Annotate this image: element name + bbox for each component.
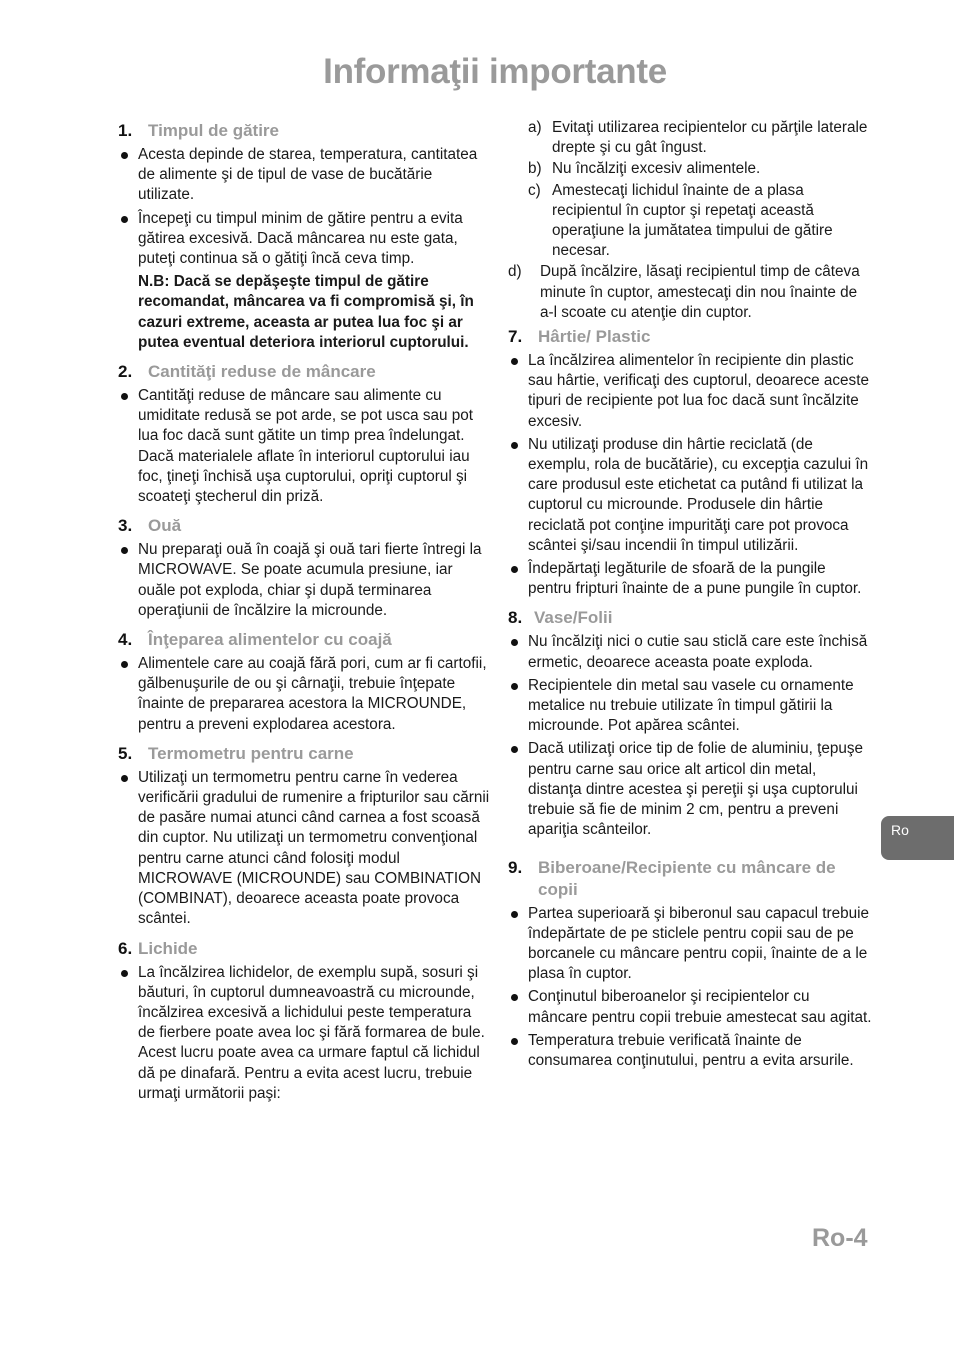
bullet-item: Conţinutul biberoanelor şi recipientelor cu mâncare pentru copii trebuie amestecat sau agitat. bbox=[508, 987, 872, 1027]
step-letter: b) bbox=[528, 160, 542, 178]
section-meat-thermometer bbox=[118, 743, 490, 930]
section-number: 3. bbox=[118, 516, 133, 536]
section-liquids bbox=[118, 938, 490, 1104]
step-letter: a) bbox=[528, 119, 542, 136]
section-number: 6. bbox=[118, 938, 133, 958]
section-eggs bbox=[118, 515, 490, 621]
bullet-list bbox=[118, 963, 490, 1104]
bullet-item: Nu utilizaţi produse din hârtie reciclată (de exemplu, rola de bucătărie), cu excepţia cazului în care produsul este etichetat ca putând fi utilizat la cuptorul cu microunde. Produsele din hârtie reciclată pot conţine impurităţi care pot provoca scântei şi/sau incendii în timpul utilizării. bbox=[508, 435, 872, 556]
section-heading bbox=[118, 629, 490, 651]
step-item bbox=[508, 118, 872, 158]
bullet-item: Nu preparaţi ouă în coajă şi ouă tari fierte întregi la MICROWAVE. Se poate acumula presiune, iar ouăle pot exploda, chiar şi după terminarea operaţiunii de încălzire la microunde. bbox=[118, 540, 490, 621]
bullet-list bbox=[118, 145, 490, 269]
bullet-item: La încălzirea lichidelor, de exemplu supă, sosuri şi băuturi, în cuptorul dumneavoastră cu microunde, încălzirea excesivă a lichidului peste temperatura de fierbere poate avea loc şi fără formarea de bule. Acest lucru poate avea ca urmare faptul că lichidul dă pe dinafară. Pentru a evita acest lucru, trebuie urmaţi următorii paşi: bbox=[118, 963, 490, 1104]
liquid-steps-list bbox=[508, 118, 872, 323]
section-heading bbox=[118, 120, 490, 142]
section-number: 8. bbox=[508, 608, 523, 628]
step-item bbox=[508, 159, 872, 179]
section-piercing bbox=[118, 629, 490, 735]
section-small-quantities bbox=[118, 361, 490, 507]
section-containers-foils bbox=[508, 607, 872, 840]
bullet-item: La încălzirea alimentelor în recipiente din plastic sau hârtie, verificaţi des cuptorul, deoarece aceste tipuri de recipiente pot lua foc dacă sunt încălzite excesiv. bbox=[508, 351, 872, 432]
section-title: Biberoane/Recipiente cu mâncare de copii bbox=[538, 857, 836, 899]
section-title: Timpul de gătire bbox=[148, 121, 279, 140]
section-number: 7. bbox=[508, 327, 523, 347]
step-item bbox=[508, 181, 872, 262]
step-letter: d) bbox=[508, 263, 522, 281]
section-number: 1. bbox=[118, 121, 133, 140]
bullet-item: Dacă utilizaţi orice tip de folie de aluminiu, ţepuşe pentru carne sau orice alt articol din metal, distanţa dintre acestea şi pereţii şi uşa cuptorului trebuie să fie de minim 2 cm, pentru a preveni apariţia scânteilor. bbox=[508, 739, 872, 840]
section-heading bbox=[118, 361, 490, 383]
section-title: Cantităţi reduse de mâncare bbox=[148, 362, 376, 382]
bullet-item: Recipientele din metal sau vasele cu ornamente metalice nu trebuie utilizate în timpul gătirii la microunde. Pot apărea scântei. bbox=[508, 676, 872, 737]
bullet-item: Începeţi cu timpul minim de gătire pentru a evita gătirea excesivă. Dacă mâncarea nu este gata, puteţi continua să o gătiţi încă ceva timp. bbox=[118, 209, 490, 270]
bullet-list bbox=[118, 768, 490, 930]
section-number: 5. bbox=[118, 743, 133, 763]
section-cooking-time bbox=[118, 120, 490, 353]
warning-note: N.B: Dacă se depăşeşte timpul de gătire recomandat, mâncarea va fi compromisă şi, în cazuri extreme, aceasta ar putea lua foc şi ar putea eventual deteriora interiorul cuptorului. bbox=[138, 273, 474, 351]
section-baby-bottles bbox=[508, 857, 872, 1072]
bullet-list bbox=[508, 351, 872, 599]
right-column bbox=[508, 118, 872, 1079]
section-number: 2. bbox=[118, 362, 133, 382]
bullet-item: Partea superioară şi biberonul sau capacul trebuie îndepărtate de pe sticlele pentru copii sau de pe borcanele cu mâncare pentru copii, înainte de a le plasa în cuptor. bbox=[508, 904, 872, 985]
section-paper-plastic bbox=[508, 326, 872, 599]
bullet-item: Nu încălziţi nici o cutie sau sticlă care este închisă ermetic, deoarece aceasta poate exploda. bbox=[508, 632, 872, 672]
section-title: Vase/Folii bbox=[534, 608, 613, 628]
bullet-item: Alimentele care au coajă fără pori, cum ar fi cartofii, gălbenuşurile de ou şi cârnaţii, trebuie înţepate înainte de prepararea acestora la MICROUNDE, pentru a preveni explodarea acestora. bbox=[118, 654, 490, 735]
step-text: Nu încălziţi excesiv alimentele. bbox=[552, 160, 761, 178]
bullet-item: Cantităţi reduse de mâncare sau alimente cu umiditate redusă se pot arde, se pot usca sau pot lua foc dacă sunt gătite un timp prea îndelungat. Dacă materialele aflate în interiorul cuptorului iau foc, ţineţi închisă uşa cuptorului, opriţi cuptorul şi scoateţi ştecherul din priză. bbox=[118, 386, 490, 507]
section-title: Termometru pentru carne bbox=[148, 743, 354, 763]
section-number: 4. bbox=[118, 630, 133, 650]
section-title: Hârtie/ Plastic bbox=[538, 327, 651, 347]
bullet-item: Utilizaţi un termometru pentru carne în vederea verificării gradului de rumenire a fripturilor sau cărnii de pasăre numai atunci când carnea a fost scoasă din cuptor. Nu utilizaţi un termometru convenţional pentru carne atunci când folosiţi modul MICROWAVE (MICROUNDE) sau COMBINATION (COMBINAT), deoarece aceasta poate provoca scântei. bbox=[118, 768, 490, 930]
section-heading bbox=[118, 743, 490, 765]
step-letter: c) bbox=[528, 181, 541, 199]
left-column bbox=[118, 120, 490, 1112]
section-heading bbox=[118, 938, 490, 960]
step-text: După încălzire, lăsaţi recipientul timp de câteva minute în cuptor, amestecaţi din nou înainte de a-l scoate cu atenţie din cuptor. bbox=[540, 263, 860, 321]
bullet-item: Îndepărtaţi legăturile de sfoară de la pungile pentru fripturi înainte de a pune pungile în cuptor. bbox=[508, 559, 872, 599]
section-title: Ouă bbox=[148, 516, 182, 536]
bullet-list bbox=[118, 654, 490, 735]
page-title: Informaţii importante bbox=[323, 52, 667, 91]
section-heading bbox=[118, 515, 490, 537]
bullet-list bbox=[508, 904, 872, 1072]
section-title: Înţeparea alimentelor cu coajă bbox=[148, 630, 392, 650]
section-heading bbox=[508, 857, 872, 901]
section-number: 9. bbox=[508, 857, 523, 877]
page-number: Ro-4 bbox=[812, 1224, 868, 1252]
section-heading bbox=[508, 326, 872, 348]
bullet-list bbox=[118, 386, 490, 507]
bullet-list bbox=[508, 632, 872, 840]
step-text: Evitaţi utilizarea recipientelor cu părţile laterale drepte şi cu gât îngust. bbox=[552, 119, 868, 157]
section-heading bbox=[508, 607, 872, 629]
step-text: Amestecaţi lichidul înainte de a plasa recipientul în cuptor şi repetaţi această operaţiune la jumătatea timpului de gătire necesar. bbox=[552, 181, 833, 260]
bullet-item: Acesta depinde de starea, temperatura, cantitatea de alimente şi de tipul de vase de bucătărie utilizate. bbox=[118, 145, 490, 206]
language-tab: Ro bbox=[881, 816, 954, 860]
bullet-item: Temperatura trebuie verificată înainte de consumarea conţinutului, pentru a evita arsurile. bbox=[508, 1031, 872, 1071]
section-title: Lichide bbox=[138, 938, 198, 958]
step-item bbox=[508, 262, 872, 323]
bullet-list bbox=[118, 540, 490, 621]
